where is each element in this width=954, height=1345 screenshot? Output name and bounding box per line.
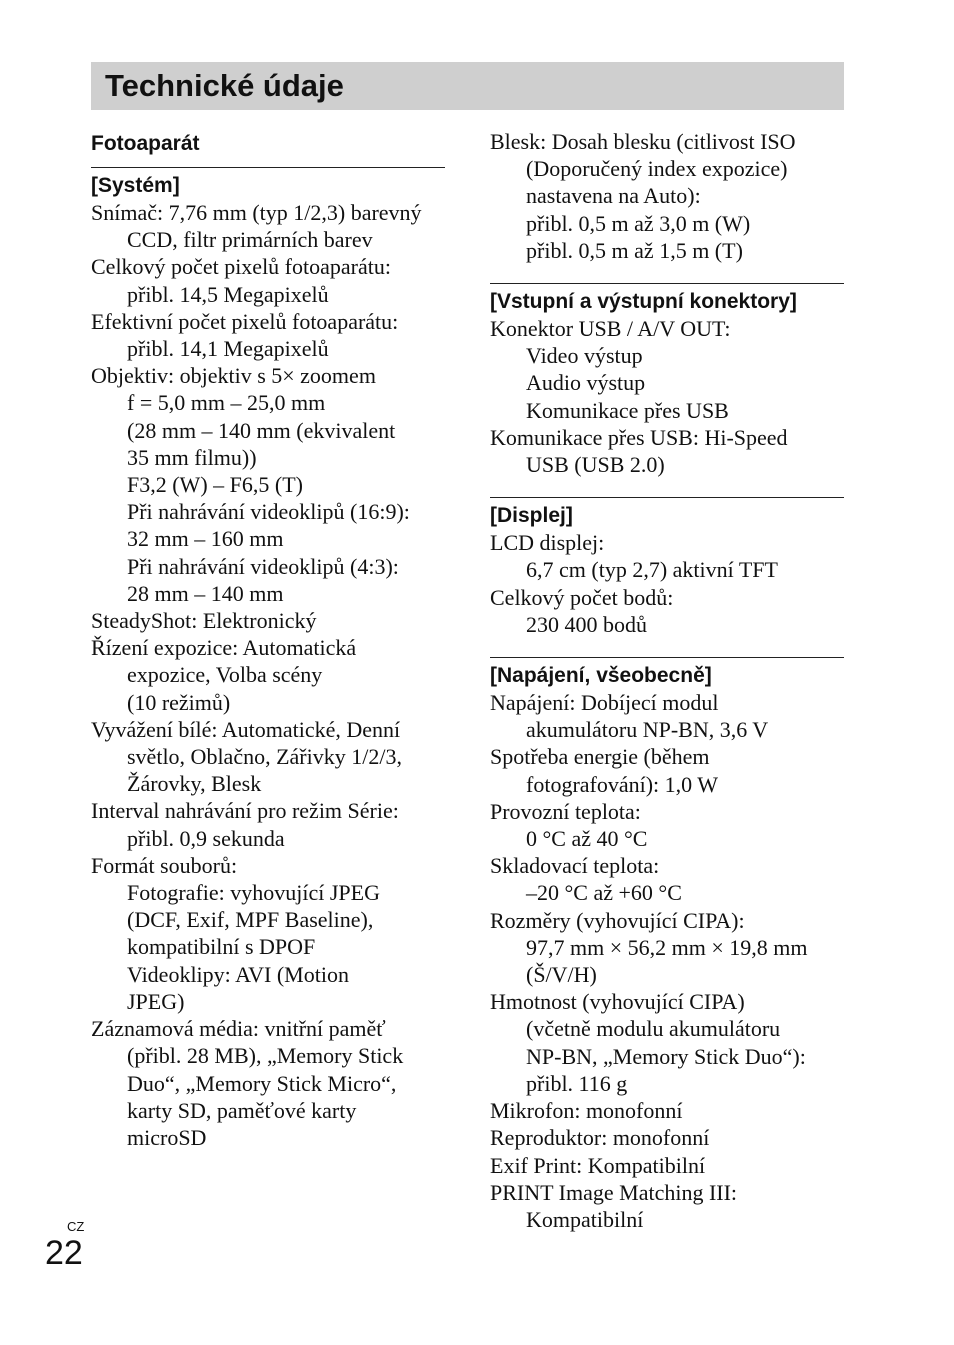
spec-continuation: CCD, filtr primárních barev xyxy=(127,227,373,253)
spec-continuation: expozice, Volba scény xyxy=(127,662,323,688)
spec-line: Celkový počet bodů: xyxy=(490,584,674,610)
spec-entry xyxy=(490,907,844,989)
spec-entry xyxy=(91,797,445,851)
spec-entry xyxy=(490,689,844,743)
spec-continuation: nastavena na Auto): xyxy=(526,183,701,209)
group-title: Fotoaparát xyxy=(91,132,200,155)
spec-entry xyxy=(91,716,445,798)
section-title: [Vstupní a výstupní konektory] xyxy=(490,290,797,314)
page-title: Technické údaje xyxy=(105,68,344,103)
spec-continuation: fotografování): 1,0 W xyxy=(526,771,719,797)
section-title: [Displej] xyxy=(490,504,573,528)
spec-entry xyxy=(91,852,445,1015)
spec-continuation: Žárovky, Blesk xyxy=(127,771,262,797)
spec-line: Objektiv: objektiv s 5× zoomem xyxy=(91,363,376,389)
spec-line: Rozměry (vyhovující CIPA): xyxy=(490,907,745,933)
spec-continuation: Fotografie: vyhovující JPEG xyxy=(127,880,380,906)
spec-entry xyxy=(490,743,844,797)
spec-entry xyxy=(490,798,844,852)
spec-continuation: Při nahrávání videoklipů (16:9): xyxy=(127,499,410,525)
spec-continuation: světlo, Oblačno, Zářivky 1/2/3, xyxy=(127,744,402,770)
spec-entry xyxy=(91,1015,445,1151)
spec-continuation: přibl. 0,9 sekunda xyxy=(127,825,285,851)
spec-continuation: USB (USB 2.0) xyxy=(526,452,665,478)
spec-line: Efektivní počet pixelů fotoaparátu: xyxy=(91,308,399,334)
spec-line: Reproduktor: monofonní xyxy=(490,1125,710,1151)
spec-continuation: přibl. 116 g xyxy=(526,1070,628,1096)
section-divider xyxy=(91,167,445,168)
spec-entry xyxy=(91,362,445,607)
flash-entry xyxy=(490,128,844,264)
spec-continuation: přibl. 0,5 m až 3,0 m (W) xyxy=(526,210,751,236)
spec-line: Celkový počet pixelů fotoaparátu: xyxy=(91,254,391,280)
title-bar xyxy=(91,62,844,110)
spec-line: Blesk: Dosah blesku (citlivost ISO xyxy=(490,129,796,154)
spec-continuation: (přibl. 28 MB), „Memory Stick xyxy=(127,1043,404,1069)
spec-line: Záznamová média: vnitřní paměť xyxy=(91,1016,386,1042)
spec-entry xyxy=(490,1097,844,1124)
spec-line: PRINT Image Matching III: xyxy=(490,1179,738,1205)
spec-continuation: kompatibilní s DPOF xyxy=(127,934,316,960)
spec-entry xyxy=(490,1124,844,1151)
spec-line: Formát souborů: xyxy=(91,852,238,878)
spec-line: Exif Print: Kompatibilní xyxy=(490,1152,706,1178)
section-divider xyxy=(490,497,844,498)
spec-continuation: 28 mm – 140 mm xyxy=(127,580,284,606)
spec-continuation: přibl. 14,1 Megapixelů xyxy=(127,336,329,362)
spec-continuation: 97,7 mm × 56,2 mm × 19,8 mm xyxy=(526,934,808,960)
spec-continuation: přibl. 14,5 Megapixelů xyxy=(127,281,329,307)
spec-continuation: (28 mm – 140 mm (ekvivalent xyxy=(127,417,396,443)
spec-continuation: 6,7 cm (typ 2,7) aktivní TFT xyxy=(526,557,778,583)
spec-line: Řízení expozice: Automatická xyxy=(91,635,357,661)
spec-entry xyxy=(91,199,445,253)
left-column xyxy=(91,128,445,1151)
spec-entry xyxy=(490,852,844,906)
spec-line: Skladovací teplota: xyxy=(490,853,660,879)
spec-continuation: (DCF, Exif, MPF Baseline), xyxy=(127,907,374,933)
spec-continuation: Při nahrávání videoklipů (4:3): xyxy=(127,553,399,579)
spec-continuation: 0 °C až 40 °C xyxy=(526,826,648,852)
section-title-system: [Systém] xyxy=(91,174,180,197)
right-column xyxy=(490,128,844,1233)
spec-continuation: Audio výstup xyxy=(526,370,646,396)
spec-line: Komunikace přes USB: Hi-Speed xyxy=(490,424,788,450)
spec-continuation: 35 mm filmu)) xyxy=(127,444,257,470)
page-number: 22 xyxy=(45,1234,83,1272)
section-divider xyxy=(490,657,844,658)
spec-entry xyxy=(490,128,844,264)
spec-continuation: (včetně modulu akumulátoru xyxy=(526,1016,781,1042)
spec-line: Napájení: Dobíjecí modul xyxy=(490,690,719,716)
system-entries xyxy=(91,199,445,1151)
spec-entry xyxy=(490,584,844,638)
spec-continuation: Kompatibilní xyxy=(526,1206,644,1232)
spec-continuation: Videoklipy: AVI (Motion xyxy=(127,961,349,987)
spec-continuation: f = 5,0 mm – 25,0 mm xyxy=(127,390,326,416)
spec-line: Snímač: 7,76 mm (typ 1/2,3) barevný xyxy=(91,200,422,225)
spec-continuation: (Doporučený index expozice) xyxy=(526,156,788,182)
spec-entry xyxy=(490,529,844,583)
spec-entry xyxy=(490,1152,844,1179)
spec-continuation: F3,2 (W) – F6,5 (T) xyxy=(127,472,303,498)
language-label: CZ xyxy=(67,1219,85,1234)
spec-continuation: NP-BN, „Memory Stick Duo“): xyxy=(526,1043,806,1069)
spec-entry xyxy=(91,607,445,634)
spec-continuation: (10 režimů) xyxy=(127,689,231,715)
spec-continuation: Duo“, „Memory Stick Micro“, xyxy=(127,1070,397,1096)
right-sections xyxy=(490,283,844,1233)
spec-continuation: (Š/V/H) xyxy=(526,962,597,988)
spec-continuation: Komunikace přes USB xyxy=(526,397,729,423)
spec-entry xyxy=(91,253,445,307)
spec-entry xyxy=(490,424,844,478)
spec-line: Provozní teplota: xyxy=(490,798,641,824)
spec-continuation: microSD xyxy=(127,1124,207,1150)
spec-entry xyxy=(490,1179,844,1233)
spec-continuation: akumulátoru NP-BN, 3,6 V xyxy=(526,717,769,743)
spec-line: Interval nahrávání pro režim Série: xyxy=(91,798,399,824)
spec-line: Hmotnost (vyhovující CIPA) xyxy=(490,989,745,1015)
spec-line: Mikrofon: monofonní xyxy=(490,1098,683,1124)
spec-continuation: Video výstup xyxy=(526,343,643,369)
spec-continuation: karty SD, paměťové karty xyxy=(127,1097,357,1123)
spec-continuation: –20 °C až +60 °C xyxy=(526,880,682,906)
spec-line: Vyvážení bílé: Automatické, Denní xyxy=(91,716,401,742)
section-divider xyxy=(490,283,844,284)
spec-line: LCD displej: xyxy=(490,530,605,556)
spec-entry xyxy=(490,988,844,1097)
spec-continuation: JPEG) xyxy=(127,988,185,1014)
spec-continuation: 32 mm – 160 mm xyxy=(127,526,284,552)
spec-entry xyxy=(490,315,844,424)
spec-entry xyxy=(91,634,445,716)
spec-line: Konektor USB / A/V OUT: xyxy=(490,316,731,342)
spec-continuation: přibl. 0,5 m až 1,5 m (T) xyxy=(526,237,743,263)
spec-continuation: 230 400 bodů xyxy=(526,611,647,637)
spec-entry xyxy=(91,308,445,362)
spec-line: SteadyShot: Elektronický xyxy=(91,608,317,634)
spec-line: Spotřeba energie (během xyxy=(490,744,710,770)
section-title: [Napájení, všeobecně] xyxy=(490,664,712,688)
